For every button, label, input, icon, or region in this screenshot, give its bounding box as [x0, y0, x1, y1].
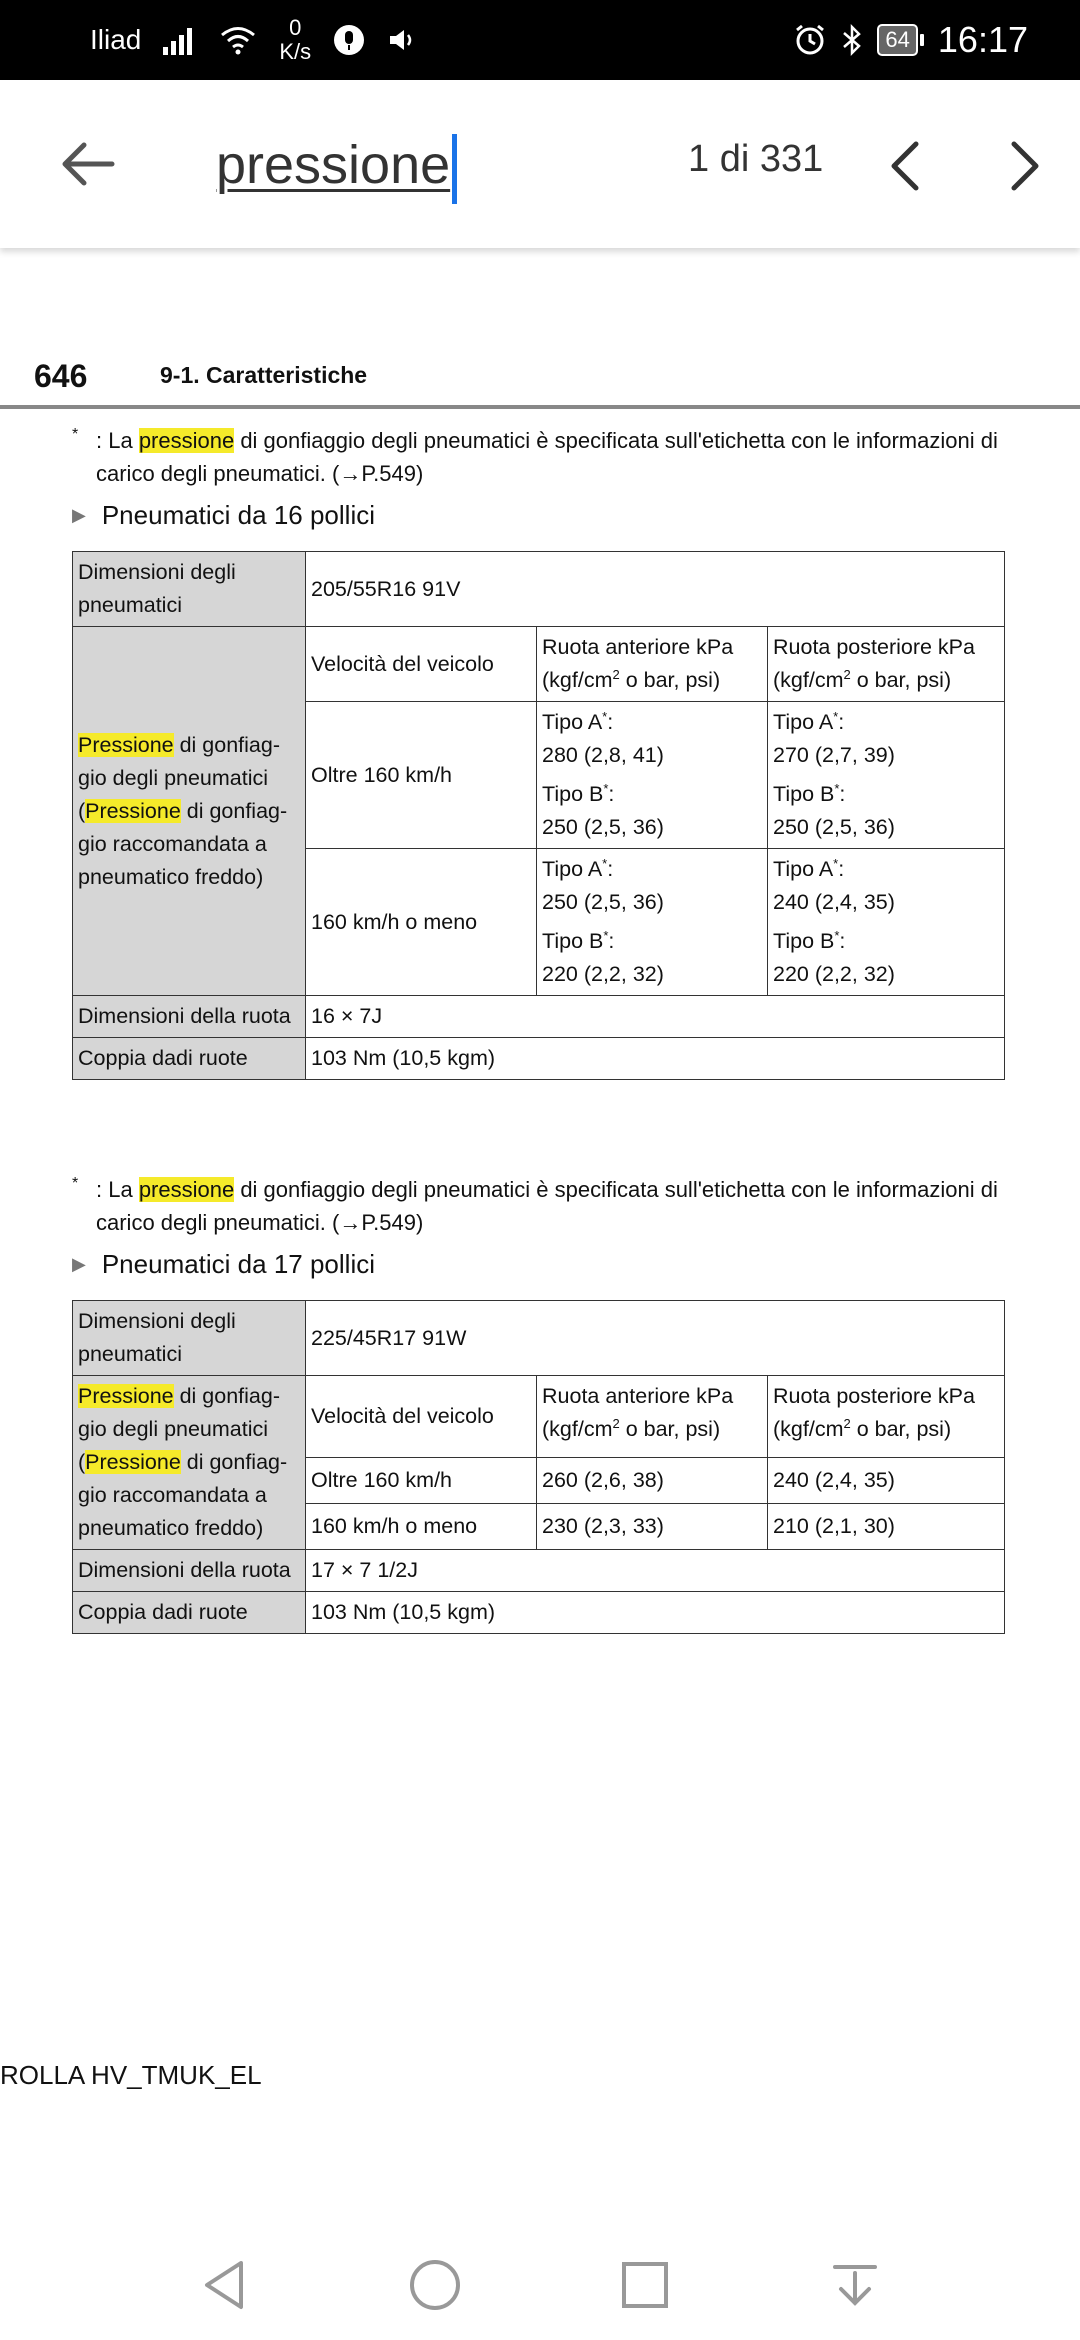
table-cell: Dimensioni della ruota [73, 1550, 306, 1592]
table-cell: Ruota posteriore kPa ($kgf/cm^2$ o bar, psi) [768, 1376, 1005, 1458]
navigation-bar [0, 2230, 1080, 2340]
table-row [73, 1550, 1005, 1592]
table-cell: Velocità del veicolo [306, 1376, 537, 1458]
text-cursor [452, 134, 457, 204]
table-row [73, 996, 1005, 1038]
table-cell: Ruota anteriore kPa ($kgf/cm^2$ o bar, psi) [537, 1376, 768, 1458]
network-speed: 0 K/s [279, 15, 312, 64]
triangle-bullet-icon: ▶ [72, 505, 86, 525]
footnote: * : La pressione di gonfiaggio degli pneumatici è specificata sull'etichetta con le informazioni di carico degli pneumatici. (→P.549) [72, 426, 998, 486]
table-cell: 103 Nm (10,5 kgm) [306, 1038, 1005, 1080]
table-cell: Pressione di gonfiag-gio degli pneumatici (Pressione di gonfiag-gio raccomandata a pneumatico freddo) [73, 1376, 306, 1550]
table-cell: Ruota anteriore kPa ($kgf/cm^2$ o bar, psi) [537, 627, 768, 702]
signal-icon [163, 25, 197, 55]
pull-down-notifications-icon [827, 2257, 883, 2313]
table-cell: Tipo A*: 280 (2,8, 41) Tipo B*: 250 (2,5, 36) [537, 702, 768, 849]
table-cell: Coppia dadi ruote [73, 1592, 306, 1634]
alarm-icon [793, 23, 827, 57]
find-query: pressione [216, 135, 451, 195]
nav-notifications-button[interactable] [825, 2255, 885, 2315]
table-cell: Tipo A*: 270 (2,7, 39) Tipo B*: 250 (2,5, 36) [768, 702, 1005, 849]
table-cell: Dimensioni degli pneumatici [73, 1301, 306, 1376]
table-cell: Oltre 160 km/h [306, 1458, 537, 1504]
table-cell: 17 × 7 1/2J [306, 1550, 1005, 1592]
footnote: * : La pressione di gonfiaggio degli pneumatici è specificata sull'etichetta con le informazioni di carico degli pneumatici. (→P.549) [72, 1175, 998, 1235]
search-highlight: pressione [138, 1177, 235, 1202]
table-cell: 160 km/h o meno [306, 849, 537, 996]
table-cell: Dimensioni della ruota [73, 996, 306, 1038]
table-cell: 160 km/h o meno [306, 1504, 537, 1550]
table-cell: 210 (2,1, 30) [768, 1504, 1005, 1550]
status-bar [0, 0, 1080, 80]
battery-level: 64 [877, 24, 917, 56]
battery-indicator [877, 24, 923, 56]
table-cell: Coppia dadi ruote [73, 1038, 306, 1080]
carrier-name: Iliad [90, 24, 142, 55]
find-in-page-bar [0, 80, 1080, 248]
table-cell: 103 Nm (10,5 kgm) [306, 1592, 1005, 1634]
triangle-back-icon [197, 2257, 253, 2313]
table-row [73, 1376, 1005, 1458]
table-cell: Ruota posteriore kPa ($kgf/cm^2$ o bar, psi) [768, 627, 1005, 702]
table-cell: Dimensioni degli pneumatici [73, 552, 306, 627]
table-cell: 225/45R17 91W [306, 1301, 1005, 1376]
table-row [73, 1592, 1005, 1634]
nav-recents-button[interactable] [615, 2255, 675, 2315]
subheading-16-inch: ▶ Pneumatici da 16 pollici [72, 500, 375, 530]
page-number: 646 [34, 358, 88, 394]
tire-table-16 [72, 551, 1005, 1080]
table-cell: Velocità del veicolo [306, 627, 537, 702]
match-count: 1 di 331 [688, 138, 824, 180]
table-cell: Oltre 160 km/h [306, 702, 537, 849]
table-cell: 240 (2,4, 35) [768, 1458, 1005, 1504]
wifi-icon [219, 25, 257, 55]
tire-table-17 [72, 1300, 1005, 1634]
previous-match-chevron-icon[interactable] [876, 134, 940, 198]
bluetooth-icon [841, 23, 863, 57]
table-row [73, 1301, 1005, 1376]
table-cell: 205/55R16 91V [306, 552, 1005, 627]
table-row [73, 1038, 1005, 1080]
search-highlight: pressione [138, 428, 235, 453]
next-match-chevron-icon[interactable] [990, 134, 1054, 198]
table-cell: 230 (2,3, 33) [537, 1504, 768, 1550]
find-input[interactable] [216, 124, 686, 206]
document-code: ROLLA HV_TMUK_EL [0, 2060, 262, 2090]
clock: 16:17 [937, 19, 1028, 60]
square-recents-icon [617, 2257, 673, 2313]
back-arrow-icon[interactable] [56, 132, 120, 196]
table-row [73, 627, 1005, 702]
nav-back-button[interactable] [195, 2255, 255, 2315]
table-cell: Pressione di gonfiag-gio degli pneumatici (Pressione di gonfiag-gio raccomandata a pneumatico freddo) [73, 627, 306, 996]
header-divider [0, 405, 1080, 409]
circle-home-icon [407, 2257, 463, 2313]
microphone-icon [333, 24, 365, 56]
table-row [73, 552, 1005, 627]
volume-icon [387, 26, 417, 54]
table-cell: Tipo A*: 240 (2,4, 35) Tipo B*: 220 (2,2, 32) [768, 849, 1005, 996]
nav-home-button[interactable] [405, 2255, 465, 2315]
triangle-bullet-icon: ▶ [72, 1254, 86, 1274]
section-title: 9-1. Caratteristiche [160, 362, 368, 388]
table-cell: 16 × 7J [306, 996, 1005, 1038]
table-cell: Tipo A*: 250 (2,5, 36) Tipo B*: 220 (2,2, 32) [537, 849, 768, 996]
table-cell: 260 (2,6, 38) [537, 1458, 768, 1504]
subheading-17-inch: ▶ Pneumatici da 17 pollici [72, 1249, 375, 1279]
